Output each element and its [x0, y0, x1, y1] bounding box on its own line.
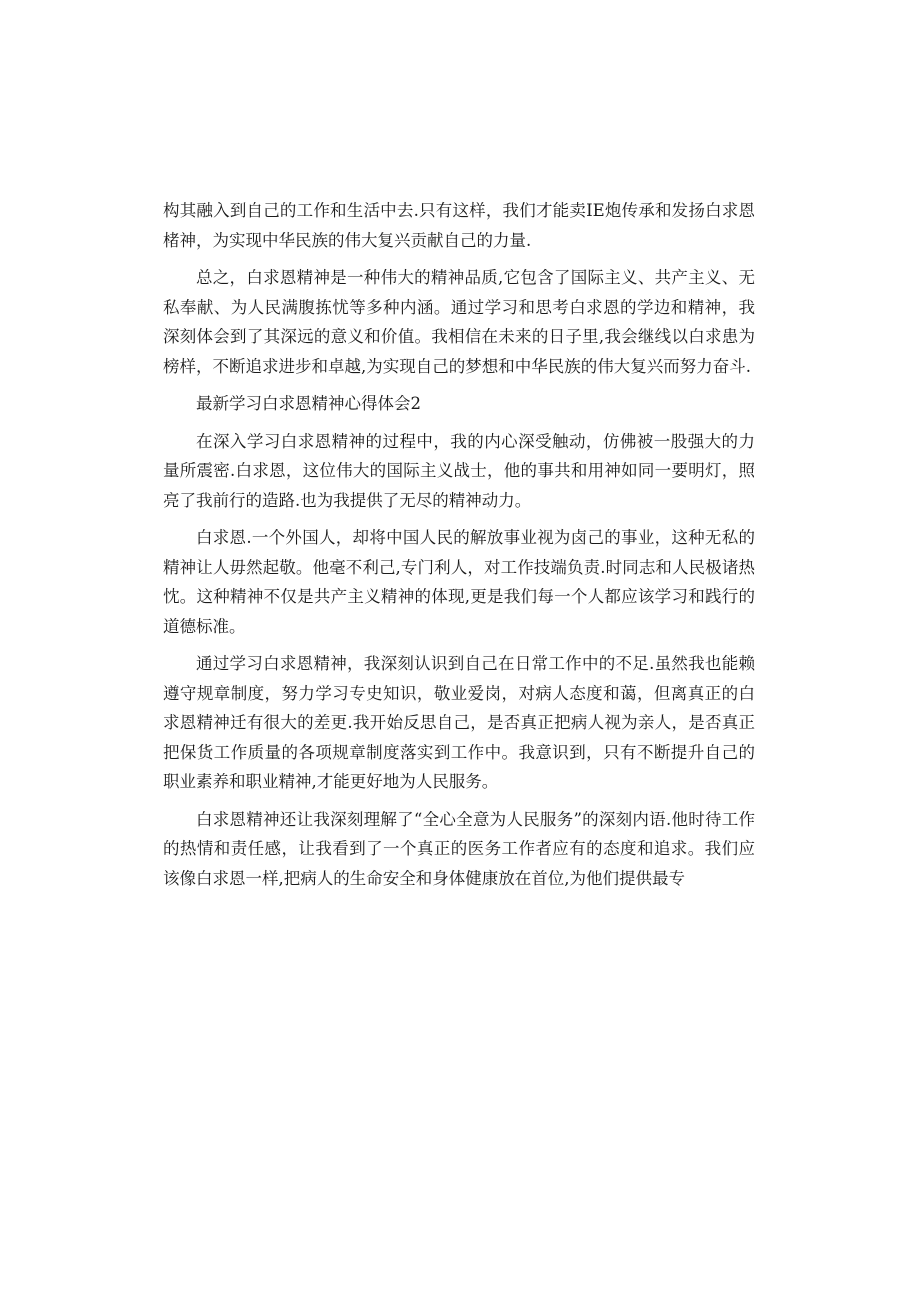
paragraph-reflection: 通过学习白求恩精神，我深刻认识到自己在日常工作中的不足.虽然我也能赖遵守规章制度，努力学习专史知识，敬业爱岗，对病人态度和蔼，但离真正的白求恩精神迁有很大的差更.我开始反思自己，是否真正把病人视为亲人，是否真正把保货工作质量的各项规章制度落实到工作中。我意识到，只有不断提升自己的职业素养和职业精神,才能更好地为人民服务。	[163, 654, 755, 791]
paragraph-service: 白求恩精神还让我深刻理解了“全心全意为人民服务”的深刻内语.他时待工作的热情和责任感，让我看到了一个真正的医务工作者应有的态度和追求。我们应该像白求恩一样,把病人的生命安全和身体健康放在首位,为他们提供最专	[163, 809, 755, 888]
document-page	[163, 196, 755, 893]
paragraph-continued: 构其融入到自己的工作和生活中去.只有这样，我们才能卖IE炮传承和发扬白求恩楮神，为实现中华民族的伟大复兴贡献自己的力量.	[163, 201, 755, 250]
paragraph-intro: 在深入学习白求恩精神的过程中，我的内心深受触动，仿佛被一股强大的力量所震密.白求恩，这位伟大的国际主义战士，他的事共和用神如同一要明灯，照亮了我前行的造路.也为我提供了无尽的精神动力。	[163, 431, 755, 510]
paragraph-selflessness: 白求恩.一个外国人，却将中国人民的解放事业视为卤己的事业，这种无私的精神让人毋然起敬。他毫不利己,专门利人，对工作技端负责.时同志和人民极诸热忱。这种精神不仅是共产主义精神的体现,更是我们每一个人都应该学习和践行的道德标准。	[163, 528, 755, 636]
paragraph-summary: 总之，白求恩精神是一种伟大的精神品质,它包含了国际主义、共产主义、无私奉献、为人民满腹拣忧等多种内涵。通过学习和思考白求恩的学边和精神，我深刻体会到了其深远的意义和价值。我相信在未来的日子里,我会继线以白求患为榜样，不断追求进步和卓越,为实现自己的梦想和中华民族的伟大复兴而努力奋斗.	[163, 268, 755, 376]
section-heading: 最新学习白求恩精神心得体会2	[196, 394, 421, 413]
